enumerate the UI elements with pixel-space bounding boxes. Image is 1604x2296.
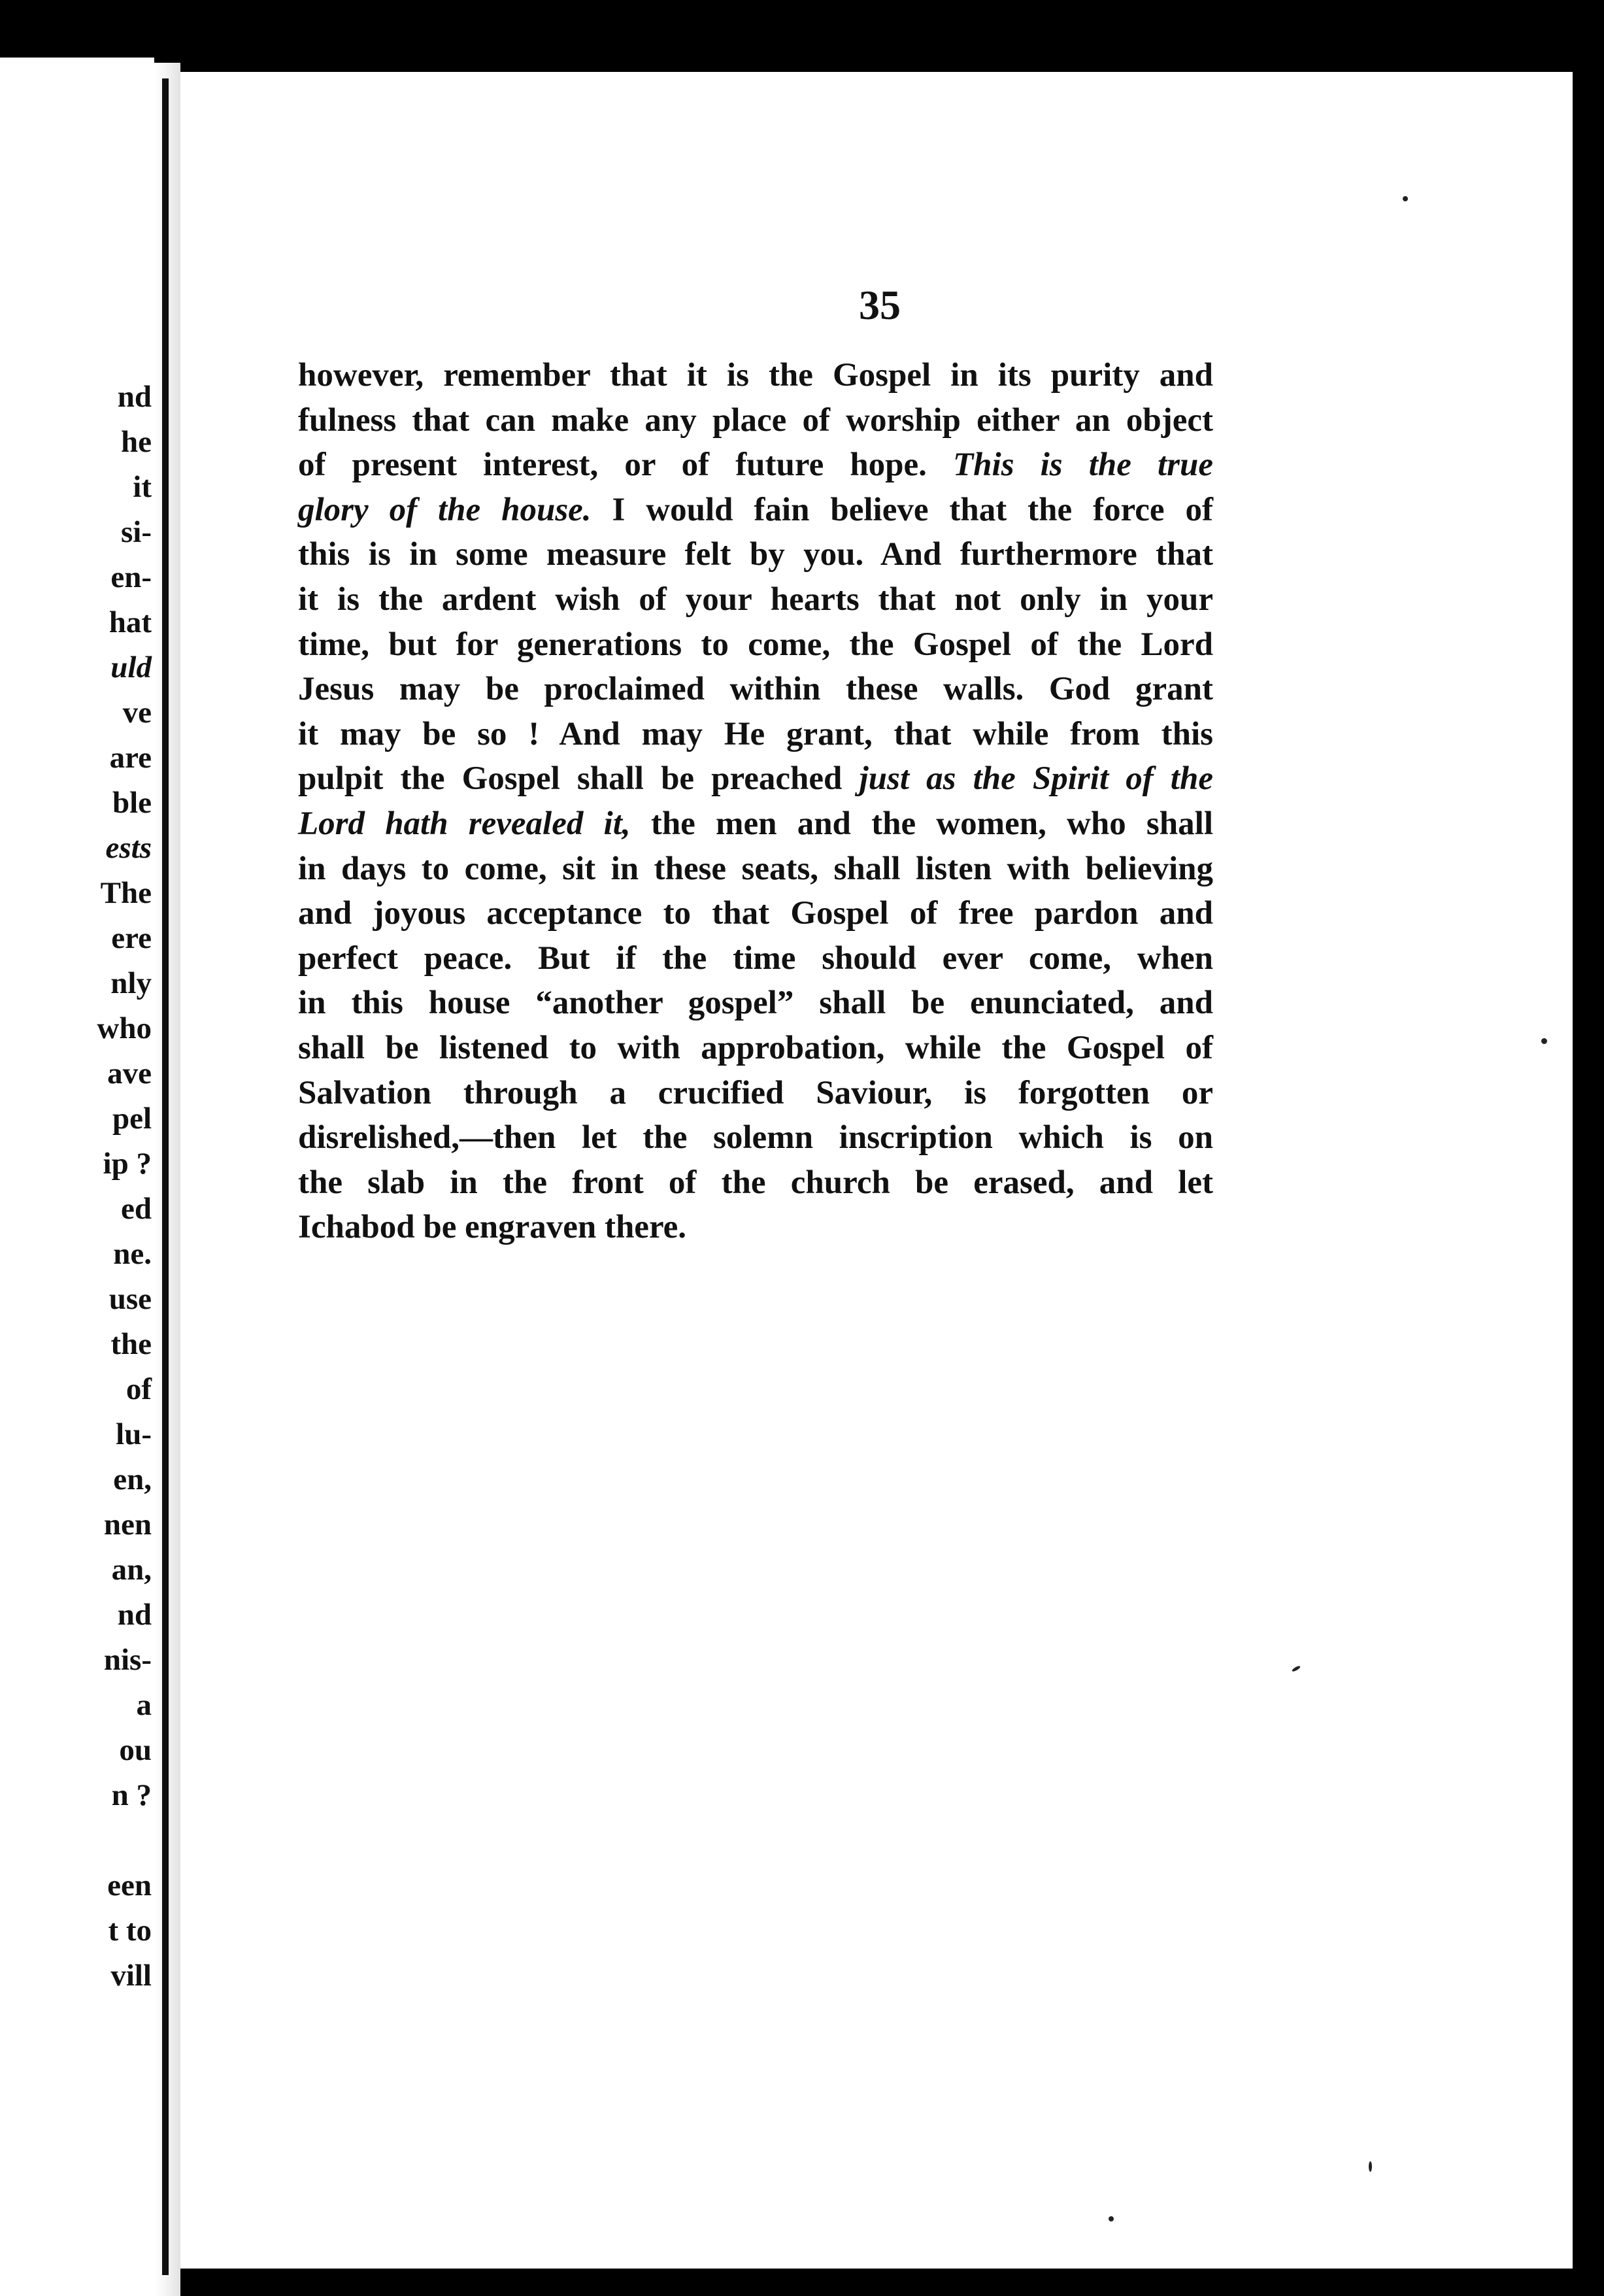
paper-speck (1109, 2216, 1114, 2221)
left-page-fragment: use (109, 1282, 152, 1316)
text-run: of present interest, or of future hope. (298, 447, 954, 484)
text-line (298, 756, 1213, 802)
left-page-fragment: The (100, 876, 152, 910)
left-page-fragment: ave (107, 1056, 152, 1090)
left-page-fragment: ve (122, 696, 152, 730)
left-page-fragment: lu- (116, 1417, 152, 1451)
text-run: it is the ardent wish of your hearts that not only in your (298, 581, 1213, 618)
paper-speck (1541, 1038, 1547, 1044)
text-line (298, 936, 1213, 981)
text-run: in this house “another gospel” shall be enunciated, and (298, 985, 1213, 1022)
text-line (298, 532, 1213, 577)
left-page-fragment: vill (110, 1959, 152, 1993)
text-line (298, 1115, 1213, 1160)
text-line (298, 1026, 1213, 1071)
left-page-fragment: of (125, 1372, 152, 1406)
text-run: Jesus may be proclaimed within these walls. God grant (298, 671, 1213, 708)
italic-text-run: just as the Spirit of the (859, 760, 1213, 798)
text-line (298, 667, 1213, 712)
left-page-fragment: nd (117, 1598, 152, 1632)
text-run: however, remember that it is the Gospel in its purity and (298, 357, 1213, 394)
text-run: pulpit the Gospel shall be preached (298, 760, 860, 798)
text-line (298, 847, 1213, 892)
paper-speck (1292, 1665, 1301, 1672)
left-page-fragment: who (97, 1011, 152, 1045)
left-page-fragment: it (133, 470, 152, 504)
left-page-fragment: een (107, 1868, 152, 1902)
text-line (298, 1205, 1213, 1250)
left-page-fragment: ed (121, 1192, 152, 1226)
text-run: and joyous acceptance to that Gospel of free pardon and (298, 895, 1213, 932)
left-page-fragment: he (121, 425, 152, 459)
text-line (298, 443, 1213, 488)
text-run: the slab in the front of the church be erased, and let (298, 1164, 1213, 1201)
left-page-fragment: t to (108, 1914, 152, 1948)
text-run: shall be listened to with approbation, while the Gospel of (298, 1029, 1213, 1066)
left-page-fragment: nis- (103, 1643, 152, 1677)
left-page-fragment: an, (111, 1553, 152, 1587)
text-run: Ichabod be engraven there. (298, 1209, 687, 1246)
italic-text-run: Lord hath revealed it, (298, 805, 631, 842)
text-run: in days to come, sit in these seats, shall listen with believing (298, 850, 1213, 887)
left-page-fragment: n ? (111, 1778, 152, 1812)
paper-speck (1403, 196, 1408, 201)
left-page-fragment: ip ? (103, 1147, 152, 1181)
left-page-fragment: the (110, 1327, 152, 1361)
text-line (298, 1071, 1213, 1116)
text-run: time, but for generations to come, the Gospel of the Lord (298, 626, 1213, 663)
left-page-fragment: ests (105, 831, 152, 865)
text-line (298, 712, 1213, 757)
text-line (298, 622, 1213, 667)
left-page-fragment: si- (121, 515, 152, 549)
text-line (298, 488, 1213, 533)
left-page-fragment: are (109, 741, 152, 775)
text-run: fulness that can make any place of worship either an object (298, 401, 1213, 439)
page-number: 35 (859, 282, 901, 328)
text-run: the men and the women, who shall (630, 805, 1213, 842)
text-line (298, 802, 1213, 847)
text-run: perfect peace. But if the time should ever come, when (298, 939, 1213, 977)
text-line (298, 891, 1213, 936)
text-run: it may be so ! And may He grant, that while from this (298, 715, 1213, 752)
left-page-fragment: ne. (113, 1237, 152, 1271)
left-page-fragment: en- (110, 560, 152, 594)
left-page-fragment: en, (113, 1462, 152, 1496)
text-run: Salvation through a crucified Saviour, is forgotten or (298, 1074, 1213, 1111)
gutter-shadow-line (162, 78, 169, 2275)
text-line (298, 398, 1213, 443)
book-page (180, 72, 1573, 2269)
left-page-fragment: nen (103, 1508, 152, 1542)
left-page-fragment: uld (110, 650, 152, 684)
text-line (298, 353, 1213, 398)
text-line (298, 1160, 1213, 1206)
left-page-fragment: ou (119, 1733, 152, 1767)
left-page-fragment: a (136, 1688, 152, 1722)
left-page-text-fragments (0, 375, 152, 1999)
text-line (298, 981, 1213, 1026)
text-line (298, 577, 1213, 622)
paper-speck (1369, 2161, 1372, 2172)
left-page-fragment: ere (111, 921, 152, 955)
body-paragraph (298, 353, 1213, 1250)
text-run: I would fain believe that the force of (591, 491, 1213, 528)
left-page-fragment: nd (117, 380, 152, 414)
left-page-fragment: pel (112, 1102, 152, 1136)
text-run: this is in some measure felt by you. And furthermore that (298, 536, 1213, 573)
italic-text-run: This is the true (953, 447, 1213, 484)
left-facing-page (0, 58, 154, 2296)
left-page-fragment: ble (112, 786, 152, 820)
text-run: disrelished,—then let the solemn inscription which is on (298, 1119, 1213, 1156)
italic-text-run: glory of the house. (298, 491, 592, 528)
left-page-fragment: hat (109, 605, 152, 639)
left-page-fragment: nly (110, 966, 152, 1000)
left-page-fragment (0, 1818, 152, 1863)
